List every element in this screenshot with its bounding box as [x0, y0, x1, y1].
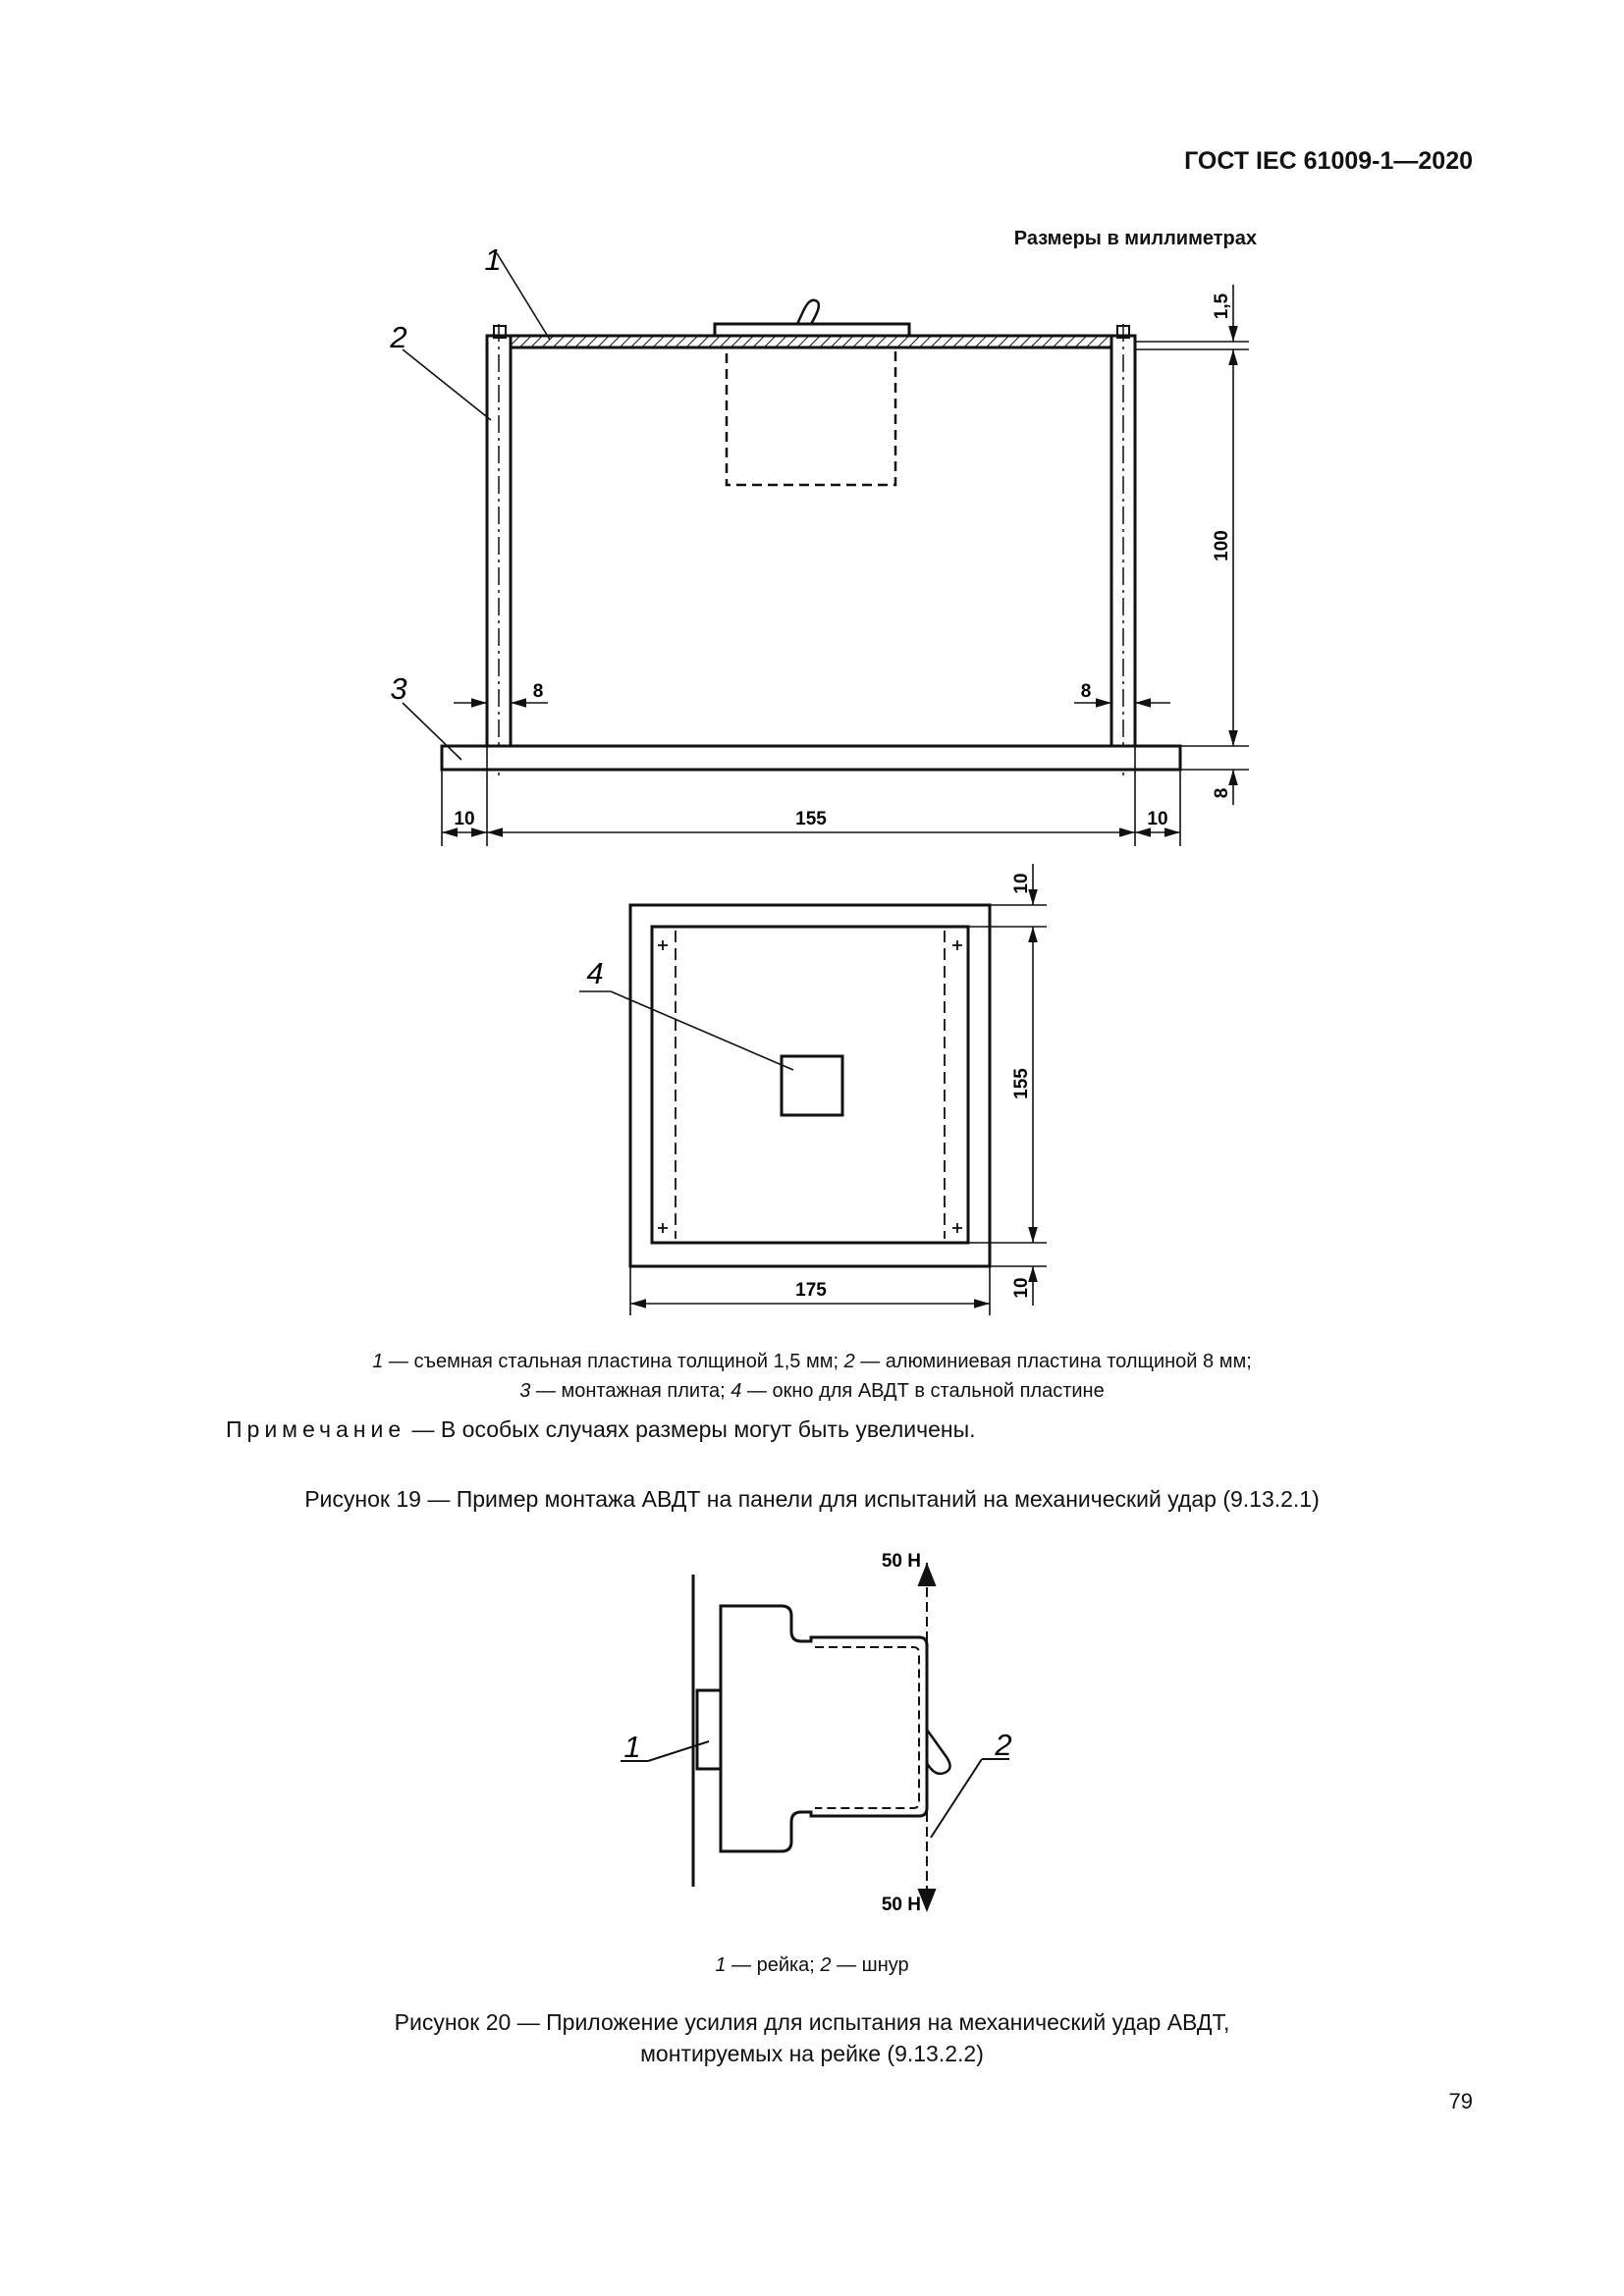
dim-right-gap: 8 [1080, 681, 1092, 702]
force-bottom: 50 Н [881, 1895, 921, 1915]
dim-left-margin: 10 [454, 809, 475, 829]
figure-20-caption-line-2: монтируемых на рейке (9.13.2.2) [640, 2041, 984, 2066]
figure-20-caption-line-1: Рисунок 20 — Приложение усилия для испытания на механический удар АВДТ, [394, 2009, 1230, 2035]
note [226, 1416, 976, 1443]
dim-right-margin: 10 [1147, 809, 1168, 829]
dim-base: 8 [1212, 787, 1232, 799]
page-number: 79 [1448, 2089, 1473, 2113]
dim-plan-side: 155 [1011, 1068, 1032, 1099]
dim-width: 155 [795, 809, 827, 829]
figure-20-caption [0, 2006, 1624, 2069]
note-label: Примечание [226, 1416, 406, 1442]
plan-window [782, 1056, 842, 1115]
dim-height: 100 [1212, 530, 1232, 561]
dim-top-plate: 1,5 [1212, 293, 1232, 320]
fig20-callout-2: 2 [995, 1728, 1012, 1762]
callout-2: 2 [390, 320, 407, 354]
standard-code: ГОСТ IEC 61009-1—2020 [1184, 147, 1473, 175]
legend-line-1: 1 — съемная стальная пластина толщиной 1,5 мм; 2 — алюминиевая пластина толщиной 8 мм; [372, 1351, 1252, 1372]
figure-19-caption: Рисунок 19 — Пример монтажа АВДТ на панели для испытаний на механический удар (9.13.2.1) [304, 1486, 1320, 1512]
note-text: — В особых случаях размеры могут быть увеличены. [406, 1416, 976, 1442]
plate-handle [797, 300, 819, 324]
cord-loop [815, 1647, 919, 1808]
callout-4: 4 [586, 956, 604, 990]
plan-outer [630, 905, 990, 1266]
callout-3: 3 [390, 671, 407, 706]
plate-bump [715, 324, 909, 336]
base-plate [442, 746, 1180, 770]
rail-clip [697, 1690, 721, 1769]
force-top: 50 Н [881, 1551, 921, 1572]
legend-line-2: 3 — монтажная плита; 4 — окно для АВДТ в стальной пластине [519, 1380, 1105, 1402]
dim-plan-top: 10 [1011, 873, 1032, 894]
dim-plan-width: 175 [795, 1280, 827, 1301]
toggle-lever [927, 1730, 950, 1774]
callout-1: 1 [484, 242, 502, 277]
dim-left-gap: 8 [532, 681, 544, 702]
steel-plate [487, 336, 1135, 347]
device-outline [727, 347, 895, 485]
plan-inner [652, 927, 968, 1243]
fig20-callout-1: 1 [623, 1730, 641, 1764]
device-body [721, 1606, 927, 1851]
figure-19-legend [0, 1347, 1624, 1406]
figure-20-legend: 1 — рейка; 2 — шнур [715, 1954, 909, 1976]
figure-20-drawing [0, 1531, 1624, 1944]
units-note: Размеры в миллиметрах [1013, 228, 1257, 249]
dim-plan-bottom: 10 [1011, 1277, 1032, 1299]
